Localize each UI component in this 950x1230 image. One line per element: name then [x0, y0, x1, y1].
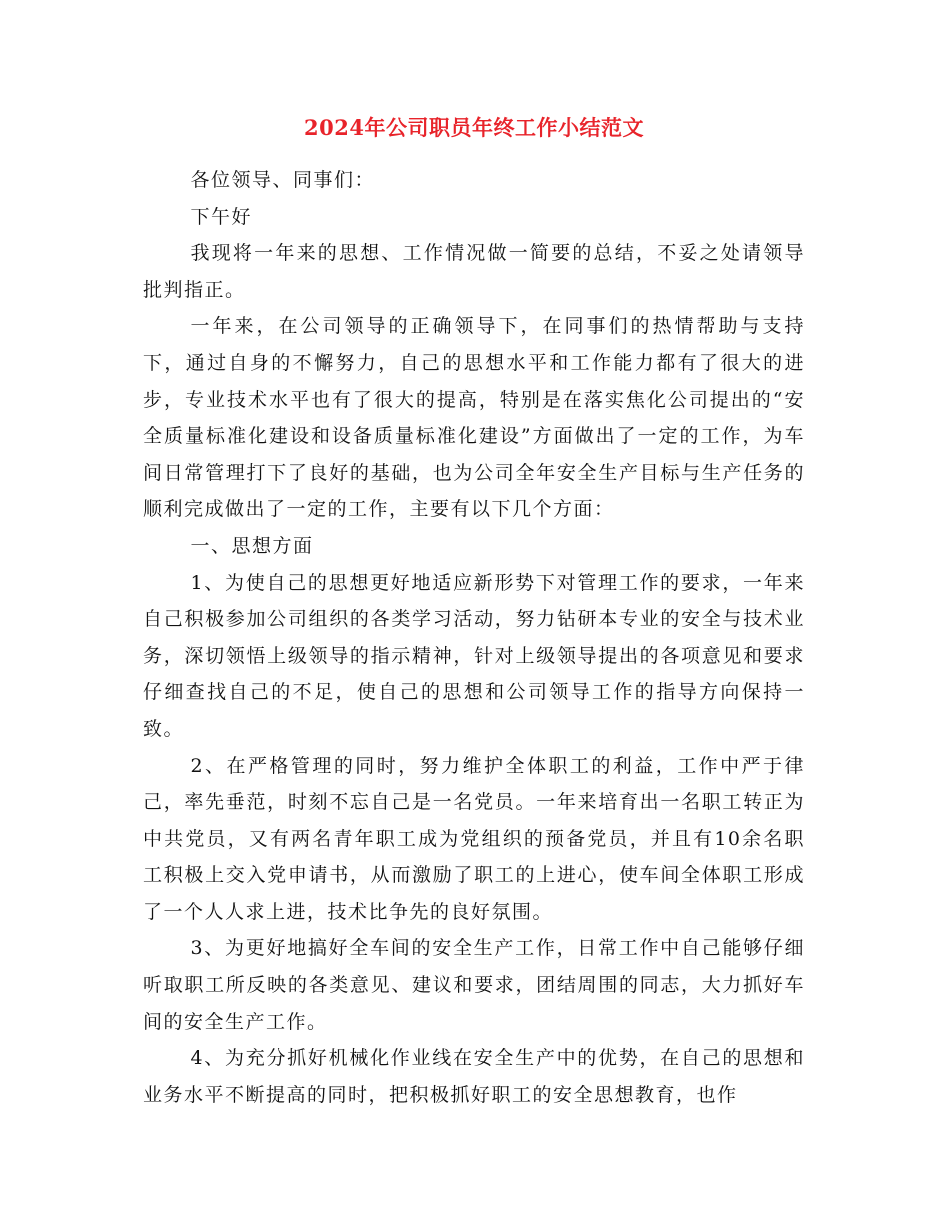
paragraph-item-4: 4、为充分抓好机械化作业线在安全生产中的优势，在自己的思想和业务水平不断提高的同时，把积极抓好职工的安全思想教育，也作: [143, 1047, 805, 1106]
paragraph-item-2: 2、在严格管理的同时，努力维护全体职工的利益，工作中严于律己，率先垂范，时刻不忘自己是一名党员。一年来培育出一名职工转正为中共党员，又有两名青年职工成为党组织的预备党员，并且有10余名职工积极上交入党申请书，从而激励了职工的上进心，使车间全体职工形成了一个人人求上进，技术比争先的良好氛围。: [143, 754, 805, 923]
paragraph-overview: 一年来，在公司领导的正确领导下，在同事们的热情帮助与支持下，通过自身的不懈努力，自己的思想水平和工作能力都有了很大的进步，专业技术水平也有了很大的提高，特别是在落实焦化公司提出的“安全质量标准化建设和设备质量标准化建设”方面做出了一定的工作，为车间日常管理打下了良好的基础，也为公司全年安全生产目标与生产任务的顺利完成做出了一定的工作，主要有以下几个方面：: [143, 315, 805, 521]
paragraph-good-afternoon: 下午好: [190, 205, 253, 228]
paragraph-item-1: 1、为使自己的思想更好地适应新形势下对管理工作的要求，一年来自己积极参加公司组织的各类学习活动，努力钻研本专业的安全与技术业务，深切领悟上级领导的指示精神，针对上级领导提出的各项意见和要求仔细查找自己的不足，使自己的思想和公司领导工作的指导方向保持一致。: [143, 571, 805, 740]
paragraph-intro: 我现将一年来的思想、工作情况做一简要的总结，不妥之处请领导批判指正。: [143, 242, 805, 301]
paragraph-greeting: 各位领导、同事们：: [190, 169, 376, 191]
document-title: 2024年公司职员年终工作小结范文: [304, 115, 644, 140]
section-heading-thought: 一、思想方面: [190, 534, 314, 557]
paragraph-item-3: 3、为更好地搞好全车间的安全生产工作，日常工作中自己能够仔细听取职工所反映的各类意见、建议和要求，团结周围的同志，大力抓好车间的安全生产工作。: [143, 937, 805, 1033]
